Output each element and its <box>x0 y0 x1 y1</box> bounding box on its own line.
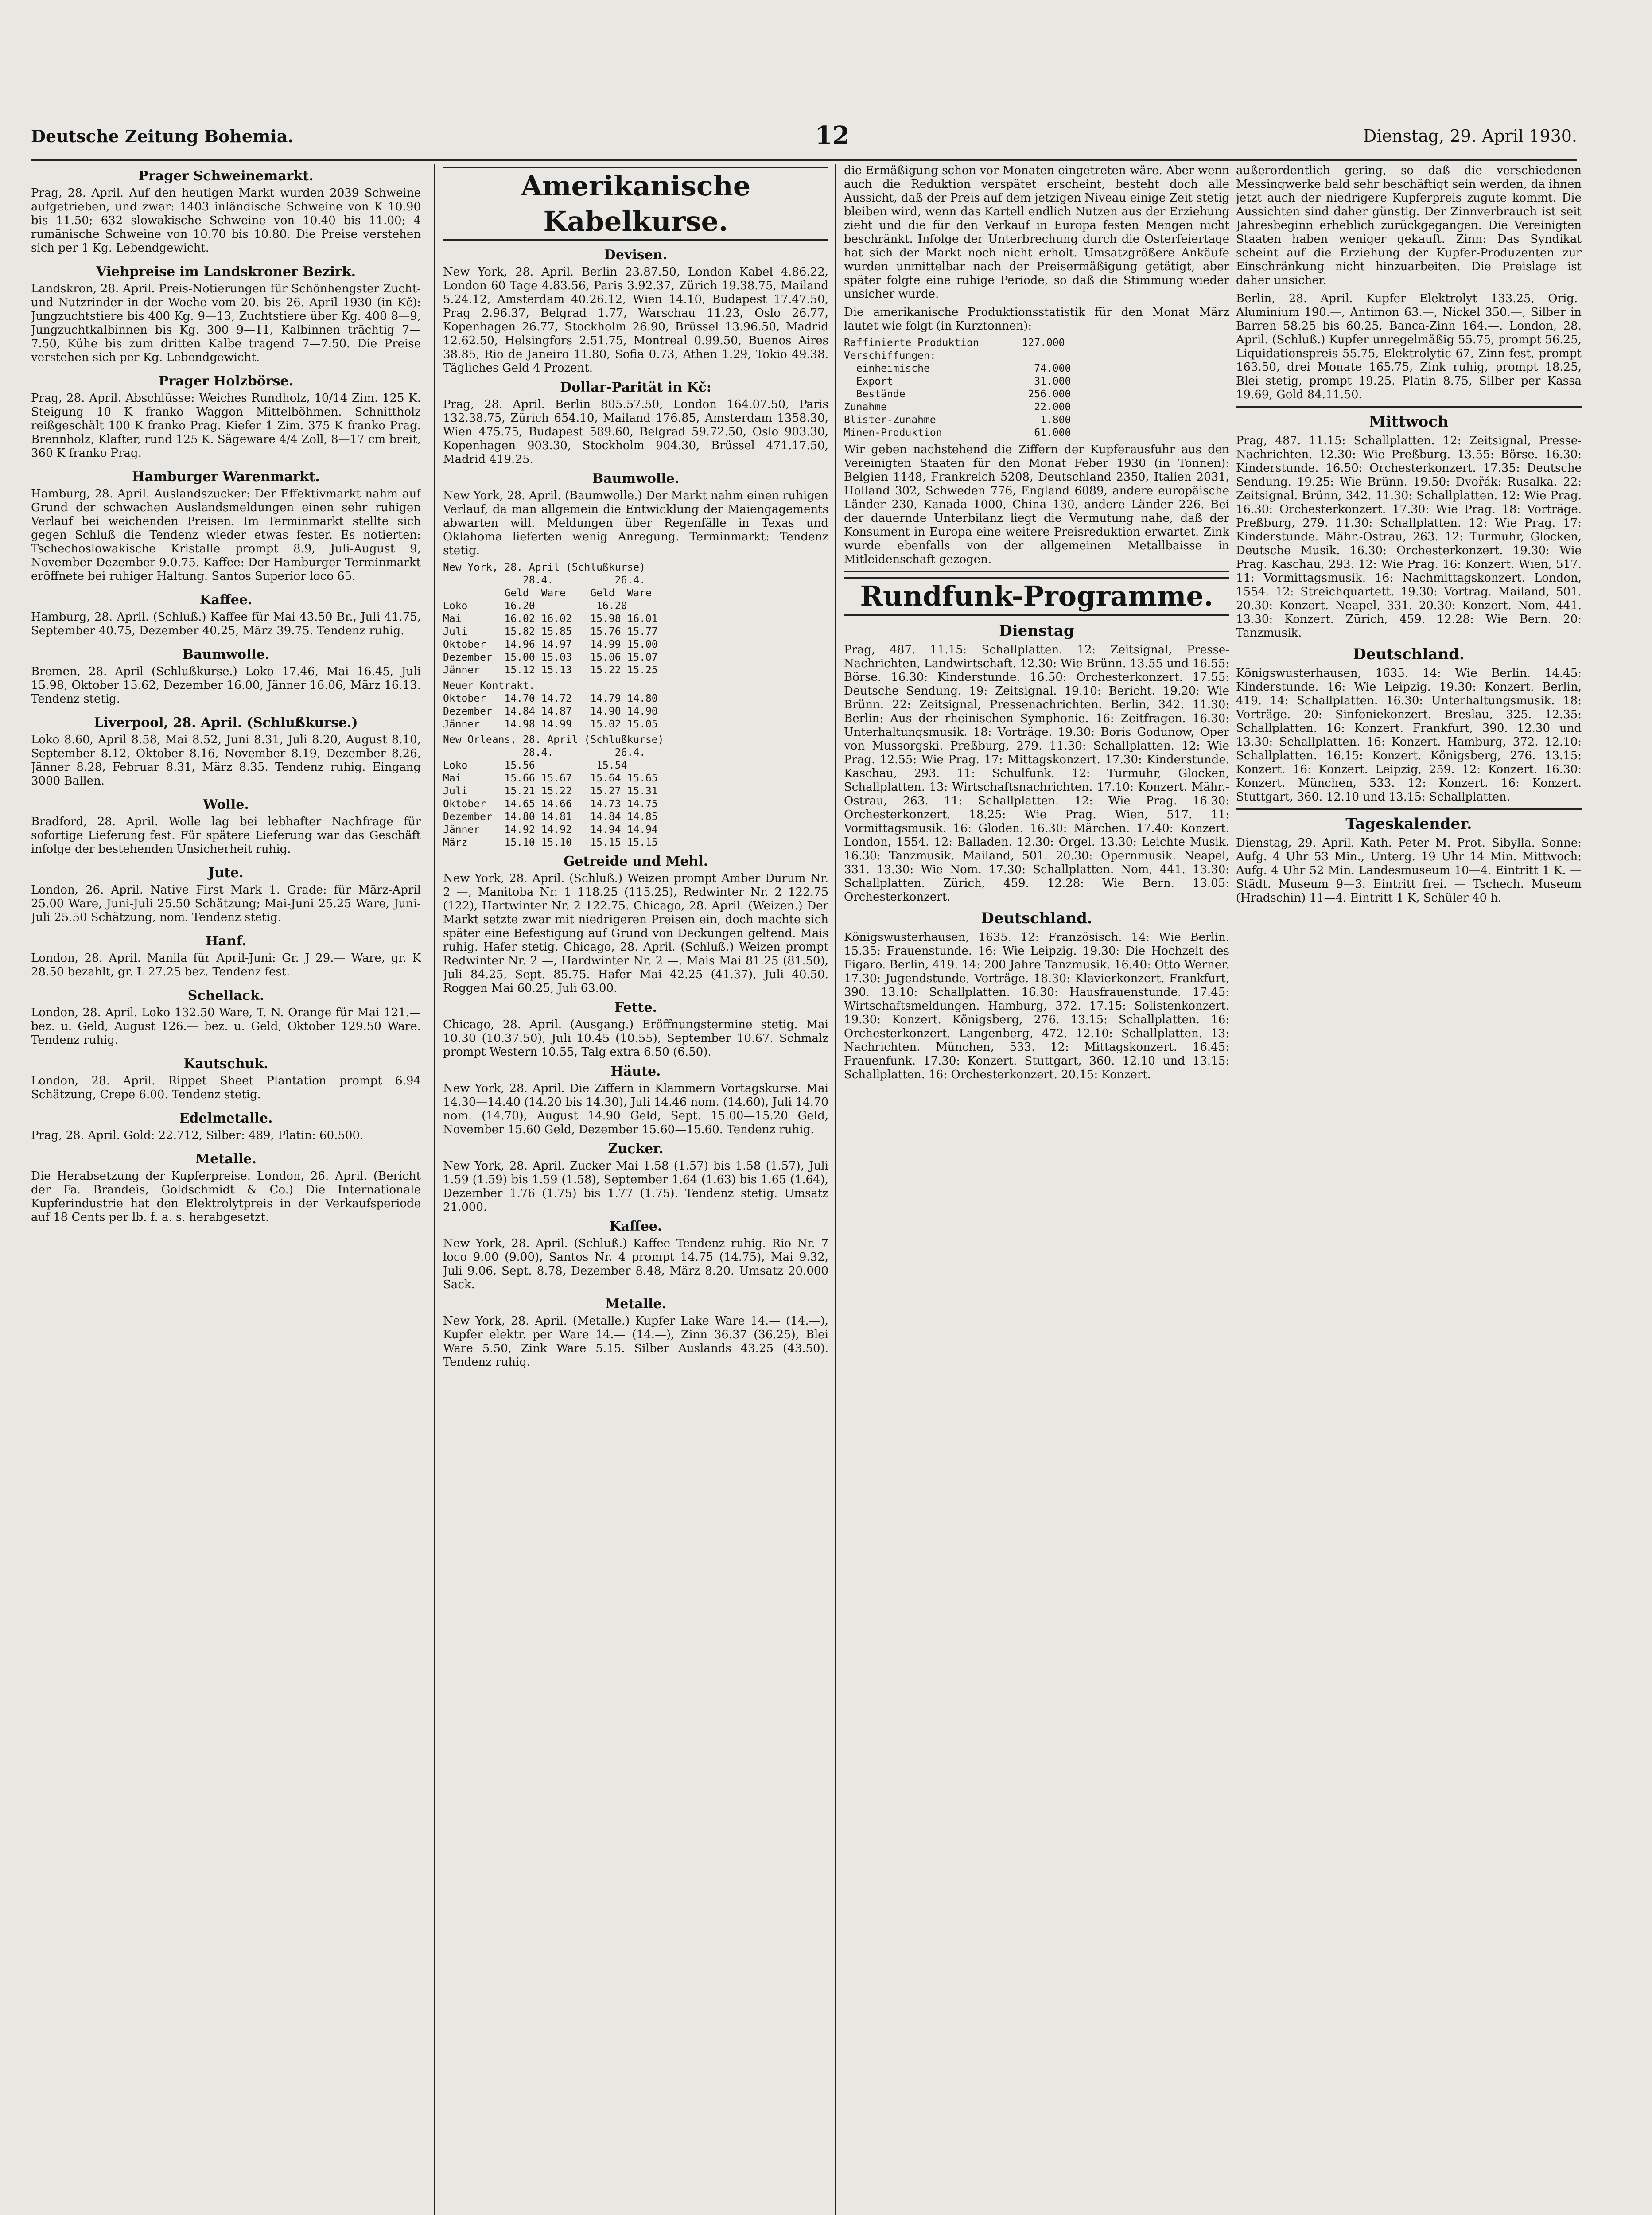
kaffee-title: Kaffee. <box>609 1219 662 1234</box>
section-title: Baumwolle. <box>182 647 270 662</box>
dienstag-program: Prag, 487. 11.15: Schallplatten. 12: Zeitsignal, Presse-Nachrichten, Landwirtschaft. 12.30: Wie Brünn. 13.55 und 16.55: Börse. 16.30: Kinderstunde. 16.50: Orchesterkonzert. 17.55: Deutsche Sendung. 19: Zeitsignal. 19.10: Bericht. 19.20: Wie Brünn. 22: Zeitsignal, Pressenachrichten. Berlin, 342. 11.30: Berlin: Aus der rheinischen Symphonie. 16: Zeitfragen. 16.30: Unterhaltungsmusik. 18: Vorträge. 19.30: Boris Godunow, Oper von Mussorgski. Preßburg, 279. 11.30: Schallplatten. 12: Wie Prag. 12.55: Wie Prag. 17: Mittagskonzert. 17.30: Kinderstunde. Kaschau, 293. 11: Schulfunk. 12: Turmuhr, Glocken, Schallplatten. 13: Wirtschaftsnachrichten. 17.10: Konzert. Mähr.-Ostrau, 263. 11: Schallplatten. 12: Wie Prag. 16.30: Orchesterkonzert. 18.25: Wie Prag. Wien, 517. 11: Vormittagsmusik. 16: Gloden. 16.30: Märchen. 17.40: Konzert. London, 1554. 12: Balladen. 12.30: Orgel. 13.30: Leichte Musik. 16.30: Tanzmusik. Mailand, 501. 20.30: Opernmusik. Neapel, 331. 13.30: Wie Nom. 17.30: Schallplatten. Nom, 441. 13.30: Schallplatten. Zürich, 459. 12.28: Wie Bern. 13.05: Orchesterkonzert. <box>844 643 1229 904</box>
section-body: Prag, 28. April. Abschlüsse: Weiches Rundholz, 10/14 Zim. 125 K. Steigung 10 K franko Waggon Mittelböhmen. Schnittholz reißgeschält 100 K franko Prag. Kiefer 1 Zim. 375 K franko Prag. Brennholz, Klafter, rund 125 K. Sägeware 4/4 Zoll, 8—17 cm breit, 360 K franko Prag. <box>31 392 421 460</box>
deutschland-program-mittwoch: Königswusterhausen, 1635. 14: Wie Berlin. 14.45: Kinderstunde. 16: Wie Leipzig. 19.30: Konzert. Berlin, 419. 14: Schallplatten. 16.30: Unterhaltungsmusik. 18: Vorträge. 20: Sinfoniekonzert. Breslau, 325. 12.35: Schallplatten. 16: Konzert. Frankfurt, 390. 12.30 und 13.30: Schallplatten. 16: Konzert. Hamburg, 372. 12.10: Schallplatten. 16.15: Konzert. Königsberg, 276. 13.15: Konzert. 16: Konzert. Leipzig, 259. 12: Konzert. 16.30: Konzert. München, 533. 12: Konzert. 16: Konzert. Stuttgart, 360. 12.10 und 13.15: Schallplatten. <box>1236 667 1582 804</box>
section-holzboerse <box>31 373 421 460</box>
section-title: Hamburger Warenmarkt. <box>132 469 320 485</box>
section-title: Edelmetalle. <box>179 1111 273 1126</box>
section-body: Hamburg, 28. April. Auslandszucker: Der Effektivmarkt nahm auf Grund der schwachen Auslandsmeldungen einen sehr ruhigen Verlauf bei weichenden Preisen. Im Terminmarkt stellte sich gegen Schluß die Tendenz wieder etwas fester. Es notierten: Tschechoslowakische Kristalle prompt 8.9, Juli-August 9, November-Dezember 9.0.75. Kaffee: Der Hamburger Terminmarkt eröffnete bei ruhiger Haltung. Santos Superior loco 65. <box>31 487 421 583</box>
fette-title: Fette. <box>614 1000 657 1015</box>
page-header <box>31 121 1577 157</box>
section-rule <box>844 571 1229 572</box>
cotton-table-neworleans: New Orleans, 28. April (Schlußkurse) 28.4. 26.4. Loko 15.56 15.54 Mai 15.66 15.67 15.64 15.65 Juli 15.21 15.22 15.27 15.31 Oktober 14.65 14.66 14.73 14.75 Dezember 14.80 14.81 14.84 14.85 Jänner 14.92 14.92 14.94 14.94 März 15.10 15.10 15.15 15.15 <box>443 734 664 848</box>
metals-article-continued: außerordentlich gering, so daß die verschiedenen Messingwerke bald sehr beschäftigt sein werden, da ihnen jetzt auch der niedrigere Kupferpreis zugute kommt. Die Aussichten sind daher günstig. Der Zinnverbrauch ist seit Jahresbeginn erheblich zurückgegangen. Die Vereinigten Staaten haben weniger gekauft. Zinn: Das Syndikat scheint auf die Erziehung der Kupfer-Produzenten zur Einschränkung nicht hinzuarbeiten. Die Preislage ist daher unsicher. <box>1236 164 1582 287</box>
section-title: Kaffee. <box>199 592 253 608</box>
kaffee-body: New York, 28. April. (Schluß.) Kaffee Tendenz ruhig. Rio Nr. 7 loco 9.00 (9.00), Santos Nr. 4 prompt 14.75 (14.75), Mai 9.32, Juli 9.06, Sept. 8.78, Dezember 8.48, März 8.20. Umsatz 20.000 Sack. <box>443 1237 828 1291</box>
devisen-body: New York, 28. April. Berlin 23.87.50, London Kabel 4.86.22, London 60 Tage 4.83.56, Paris 3.92.37, Zürich 19.38.75, Mailand 5.24.12, Amsterdam 40.26.12, Wien 14.10, Budapest 17.47.50, Prag 2.96.37, Belgrad 1.77, Warschau 11.23, Oslo 26.77, Kopenhagen 26.77, Stockholm 26.90, Brüssel 13.96.50, Madrid 12.62.50, Helsingfors 2.51.75, Montreal 0.99.50, Buenos Aires 38.85, Rio de Janeiro 11.80, Sofia 0.73, Athen 1.29, Tokio 49.38. Tägliches Geld 4 Prozent. <box>443 265 828 375</box>
deutschland-program-dienstag: Königswusterhausen, 1635. 12: Französisch. 14: Wie Berlin. 15.35: Frauenstunde. 16: Wie Leipzig. 19.30: Die Hochzeit des Figaro. Berlin, 419. 14: 200 Jahre Tanzmusik. 16.40: Otto Werner. 17.30: Jugendstunde, Vorträge. 18.30: Klavierkonzert. Frankfurt, 390. 13.10: Schallplatten. 16.30: Hausfrauenstunde. 17.45: Wirtschaftsmeldungen. Hamburg, 372. 17.15: Solistenkonzert. 19.30: Konzert. Königsberg, 276. 13.15: Schallplatten. 16: Orchesterkonzert. Langenberg, 472. 12.10: Schallplatten. 13: Nachrichten. München, 533. 12: Mittagskonzert. 16.45: Frauenfunk. 17.30: Konzert. Stuttgart, 360. 12.10 und 13.15: Schallplatten. 16: Orchesterkonzert. 20.15: Konzert. <box>844 931 1229 1081</box>
cotton-table-newyork: New York, 28. April (Schlußkurse) 28.4. 26.4. Geld Ware Geld Ware Loko 16.20 16.20 Mai 16.02 16.02 15.98 16.01 Juli 15.82 15.85 15.76 15.77 Oktober 14.96 14.97 14.99 15.00 Dezember 15.00 15.03 15.06 15.07 Jänner 15.12 15.13 15.22 15.25 <box>443 562 658 676</box>
copper-article-continued: die Ermäßigung schon vor Monaten eingetreten wäre. Aber wenn auch die Reduktion verspätet erscheint, besteht doch alle Aussicht, daß der Preis auf dem jetzigen Niveau einige Zeit stetig bleiben wird, wenn das Kartell endlich Nutzen aus der Erziehung zieht und die für den Verkauf in Europa festen Mengen nicht beschränkt. Infolge der Unterbrechung durch die Osterfeiertage hat sich der Markt noch nicht erholt. Umsatzgrößere Ankäufe wurden unmittelbar nach der Preisermäßigung getätigt, aber später folgte eine ruhige Periode, so daß die Stimmung wieder unsicher wurde. <box>844 164 1229 301</box>
getreide-title: Getreide und Mehl. <box>563 854 708 869</box>
section-title: Viehpreise im Landskroner Bezirk. <box>96 264 356 280</box>
section-body: Landskron, 28. April. Preis-Notierungen für Schönhengster Zucht- und Nutzrinder in der Woche vom 20. bis 26. April 1930 (in Kč): Jungzuchtstiere bis 400 Kg. 9—13, Zuchtstiere über Kg. 400 8—9, Jungzuchtkalbinnen bis Kg. 300 9—11, Kalbinnen trächtig 7—7.50, Kühe bis zum dritten Kalbe tragend 7—7.50. Die Preise verstehen sich per Kg. Lebendgewicht. <box>31 282 421 364</box>
cotton-table-neuer-kontrakt: Neuer Kontrakt. Oktober 14.70 14.72 14.79 14.80 Dezember 14.84 14.87 14.90 14.90 Jänner 14.98 14.99 15.02 15.05 <box>443 680 658 730</box>
section-title: Hanf. <box>206 933 246 949</box>
metalle-body: New York, 28. April. (Metalle.) Kupfer Lake Ware 14.— (14.—), Kupfer elektr. per Ware 14.— (14.—), Zinn 36.37 (36.25), Blei Ware 5.50, Zink Ware 5.15. Silber Auslands 43.25 (43.50). Tendenz ruhig. <box>443 1314 828 1369</box>
section-kaffee <box>31 592 421 638</box>
deutschland-title-dienstag: Deutschland. <box>981 909 1092 927</box>
column-divider-2 <box>835 164 836 2215</box>
section-body: Bradford, 28. April. Wolle lag bei lebhafter Nachfrage für sofortige Lieferung fest. Für spätere Lieferung war das Geschäft infolge der bestehenden Unsicherheit ruhig. <box>31 815 421 856</box>
devisen-title: Devisen. <box>604 247 668 263</box>
section-title: Liverpool, 28. April. (Schlußkurse.) <box>94 715 358 731</box>
section-body: Prag, 28. April. Auf den heutigen Markt wurden 2039 Schweine aufgetrieben, und zwar: 1403 inländische Schweine von K 10.90 bis 11.50; 632 slowakische Schweine von 10.40 bis 11.00; 4 rumänische Schweine von 10.70 bis 10.80. Die Preise verstehen sich per 1 Kg. Lebendgewicht. <box>31 187 421 255</box>
header-rule <box>31 159 1577 161</box>
zucker-body: New York, 28. April. Zucker Mai 1.58 (1.57) bis 1.58 (1.57), Juli 1.59 (1.59) bis 1.59 (1.58), September 1.64 (1.63) bis 1.65 (1.64), Dezember 1.76 (1.75) bis 1.77 (1.75). Tendenz stetig. Umsatz 21.000. <box>443 1159 828 1214</box>
section-body: Hamburg, 28. April. (Schluß.) Kaffee für Mai 43.50 Br., Juli 41.75, September 40.75, Dezember 40.25, März 39.75. Tendenz ruhig. <box>31 610 421 637</box>
section-body: Prag, 28. April. Gold: 22.712, Silber: 489, Platin: 60.500. <box>31 1129 364 1142</box>
production-intro: Die amerikanische Produktionsstatistik für den Monat März lautet wie folgt (in Kurztonnen): <box>844 306 1229 333</box>
column-divider-1 <box>434 164 435 2215</box>
section-body: London, 28. April. Rippet Sheet Plantation prompt 6.94 Schätzung, Crepe 6.00. Tendenz stetig. <box>31 1074 421 1101</box>
date-line: Dienstag, 29. April 1930. <box>1363 126 1577 146</box>
baumwolle-body: New York, 28. April. (Baumwolle.) Der Markt nahm einen ruhigen Verlauf, da man allgemein die Entwicklung der Maiengagements abwarten will. Meldungen über Regenfälle in Texas und Oklahoma lieferten wenig Anregung. Terminmarkt: Tendenz stetig. <box>443 489 828 557</box>
column-metals-radio <box>844 164 1229 2215</box>
section-edelmetalle <box>31 1111 421 1142</box>
section-body: Bremen, 28. April (Schlußkurse.) Loko 17.46, Mai 16.45, Juli 15.98, Oktober 15.62, Dezember 16.00, Jänner 16.06, März 16.13. Tendenz stetig. <box>31 665 421 706</box>
tageskalender-body: Dienstag, 29. April. Kath. Peter M. Prot. Sibylla. Sonne: Aufg. 4 Uhr 53 Min., Unterg. 19 Uhr 14 Min. Mittwoch: Aufg. 4 Uhr 52 Min. Landesmuseum 10—4. Eintritt 1 K. — Städt. Museum 9—3. Eintritt frei. — Tschech. Museum (Hradschin) 11—4. Eintritt 1 K, Schüler 40 h. <box>1236 836 1582 905</box>
deutschland-title-mittwoch: Deutschland. <box>1353 645 1465 663</box>
column-kabelkurse <box>443 164 828 2215</box>
section-rule <box>1236 808 1582 810</box>
haeute-body: New York, 28. April. Die Ziffern in Klammern Vortagskurse. Mai 14.30—14.40 (14.20 bis 14.30), Juli 14.46 nom. (14.60), Juli 14.70 nom. (14.70), August 14.90 Geld, Sept. 15.00—15.20 Geld, November 15.60 Geld, Dezember 15.60—15.60. Tendenz ruhig. <box>443 1082 828 1136</box>
mittwoch-title: Mittwoch <box>1369 413 1449 431</box>
copper-export-body: Wir geben nachstehend die Ziffern der Kupferausfuhr aus den Vereinigten Staaten für den Monat Feber 1930 (in Tonnen): Belgien 1148, Frankreich 5208, Deutschland 2350, Italien 2031, Holland 302, Schweden 776, England 6089, andere europäische Länder 230, Kanada 1000, China 130, andere Länder 226. Bei der dauernde Unterbilanz liegt die Vermutung nahe, daß der Konsument in Europa eine weitere Preisreduktion erwartet. Zink wurde ebenfalls von der allgemeinen Metallbaisse in Mitleidenschaft gezogen. <box>844 443 1229 566</box>
section-title: Kautschuk. <box>183 1056 268 1072</box>
fette-body: Chicago, 28. April. (Ausgang.) Eröffnungstermine stetig. Mai 10.30 (10.37.50), Juli 10.45 (10.55), September 10.67. Schmalz prompt Western 10.55, Talg extra 6.50 (6.50). <box>443 1018 828 1059</box>
dienstag-title: Dienstag <box>999 622 1074 640</box>
section-hamburger-warenmarkt <box>31 469 421 583</box>
section-body: London, 26. April. Native First Mark 1. Grade: für März-April 25.00 Ware, Juni-Juli 25.50 Schätzung; Mai-Juni 25.25 Ware, Juni-Juli 25.50 Schätzung, nom. Tendenz stetig. <box>31 883 421 924</box>
production-statistics-table: Raffinierte Produktion 127.000 Verschiffungen: einheimische 74.000 Export 31.000 Bestände 256.000 Zunahme 22.000 Blister-Zunahme 1.800 Minen-Produktion 61.000 <box>844 337 1071 439</box>
column-mittwoch <box>1236 164 1582 2215</box>
section-title: Prager Schweinemarkt. <box>138 168 314 184</box>
section-body: Die Herabsetzung der Kupferpreise. London, 26. April. (Bericht der Fa. Brandeis, Goldschmidt & Co.) Die Internationale Kupferindustrie hat den Elektrolytpreis in der Verkaufsperiode auf 18 Cents per lb. f. a. s. herabgesetzt. <box>31 1170 421 1224</box>
section-title: Prager Holzbörse. <box>158 373 294 389</box>
section-title: Schellack. <box>187 988 264 1003</box>
section-hanf <box>31 933 421 979</box>
section-body: Loko 8.60, April 8.58, Mai 8.52, Juni 8.31, Juli 8.20, August 8.10, September 8.12, Oktober 8.16, November 8.19, Dezember 8.26, Jänner 8.28, Februar 8.31, März 8.35. Tendenz ruhig. Eingang 3000 Ballen. <box>31 733 421 788</box>
section-metalle <box>31 1151 421 1224</box>
zucker-title: Zucker. <box>608 1141 664 1157</box>
haeute-title: Häute. <box>610 1064 661 1079</box>
section-title: Wolle. <box>203 797 249 812</box>
metalle-title: Metalle. <box>605 1296 666 1312</box>
section-viehpreise <box>31 264 421 365</box>
section-body: London, 28. April. Loko 132.50 Ware, T. N. Orange für Mai 121.— bez. u. Geld, August 126.— bez. u. Geld, Oktober 129.50 Ware. Tendenz ruhig. <box>31 1006 421 1047</box>
dollar-paritaet-body: Prag, 28. April. Berlin 805.57.50, London 164.07.50, Paris 132.38.75, Zürich 654.10, Mailand 176.85, Amsterdam 1358.30, Wien 475.75, Budapest 589.60, Belgrad 59.72.50, Oslo 903.30, Kopenhagen 903.30, Stockholm 904.30, Brüssel 471.17.50, Madrid 419.25. <box>443 398 828 466</box>
section-title: Metalle. <box>195 1151 257 1167</box>
kabelkurse-title: Amerikanische Kabelkurse. <box>443 167 828 241</box>
paper-name: Deutsche Zeitung Bohemia. <box>31 126 294 146</box>
getreide-body: New York, 28. April. (Schluß.) Weizen prompt Amber Durum Nr. 2 —, Manitoba Nr. 1 118.25 (115.25), Redwinter Nr. 2 122.75 (122), Hartwinter Nr. 2 122.75. Chicago, 28. April. (Weizen.) Der Markt setzte zwar mit niedrigeren Preisen ein, doch machte sich später eine Befestigung auf Grund von Deckungen geltend. Mais ruhig. Hafer stetig. Chicago, 28. April. (Schluß.) Weizen prompt Redwinter Nr. 2 —, Hardwinter Nr. 2 —. Mais Mai 81.25 (81.50), Juli 84.25, Sept. 85.75. Hafer Mai 42.25 (41.37), Juli 40.50. Roggen Mai 60.25, Juli 63.00. <box>443 872 828 995</box>
section-liverpool <box>31 715 421 788</box>
baumwolle-title: Baumwolle. <box>592 471 680 486</box>
tageskalender-title: Tageskalender. <box>1345 815 1472 833</box>
section-schellack <box>31 988 421 1047</box>
section-kautschuk <box>31 1056 421 1102</box>
mittwoch-program: Prag, 487. 11.15: Schallplatten. 12: Zeitsignal, Presse-Nachrichten. 12.30: Wie Preßburg. 13.55: Börse. 16.30: Kinderstunde. 16.50: Orchesterkonzert. 17.35: Deutsche Sendung. 19.25: Wie Brünn. 19.50: Dvořák: Rusalka. 22: Zeitsignal. Brünn, 342. 11.30: Schallplatten. 12: Wie Prag. 16.30: Orchesterkonzert. 17.30: Wie Prag. 18: Vorträge. Preßburg, 279. 11.30: Schallplatten. 12: Wie Prag. 17: Kinderstunde. Mähr.-Ostrau, 263. 12: Turmuhr, Glocken, Deutsche Musik. 16.30: Orchesterkonzert. 19.30: Wie Prag. Kaschau, 293. 12: Wie Prag. 16: Konzert. Wien, 517. 11: Vormittagsmusik. 16: Nachmittagskonzert. London, 1554. 12: Streichquartett. 19.30: Vortrag. Mailand, 501. 20.30: Konzert. Neapel, 331. 20.30: Konzert. Nom, 441. 13.30: Konzert. Zürich, 459. 12.28: Wie Bern. 20: Tanzmusik. <box>1236 434 1582 640</box>
metal-prices: Berlin, 28. April. Kupfer Elektrolyt 133.25, Orig.-Aluminium 190.—, Antimon 63.—, Nickel 350.—, Silber in Barren 58.25 bis 60.25, Banca-Zinn 164.—. London, 28. April. (Schluß.) Kupfer unregelmäßig 55.75, prompt 56.25, Liquidationspreis 55.75, Elektrolytic 67, Zinn fest, prompt 163.50, drei Monate 165.75, Zink ruhig, prompt 18.25, Blei stetig, prompt 19.25. Platin 8.75, Silber per Kassa 19.69, Gold 84.11.50. <box>1236 292 1582 401</box>
page-number: 12 <box>815 121 850 150</box>
section-rule <box>1236 406 1582 408</box>
section-prager-schweinemarkt <box>31 168 421 255</box>
dollar-paritaet-title: Dollar-Parität in Kč: <box>560 380 711 395</box>
section-wolle <box>31 797 421 856</box>
section-jute <box>31 865 421 925</box>
column-markets <box>31 164 421 2215</box>
section-body: London, 28. April. Manila für April-Juni: Gr. J 29.— Ware, gr. K 28.50 bezahlt, gr. L 27.25 bez. Tendenz fest. <box>31 952 421 979</box>
radio-programs-title: Rundfunk-Programme. <box>844 577 1229 616</box>
section-title: Jute. <box>208 865 244 881</box>
section-baumwolle <box>31 647 421 706</box>
